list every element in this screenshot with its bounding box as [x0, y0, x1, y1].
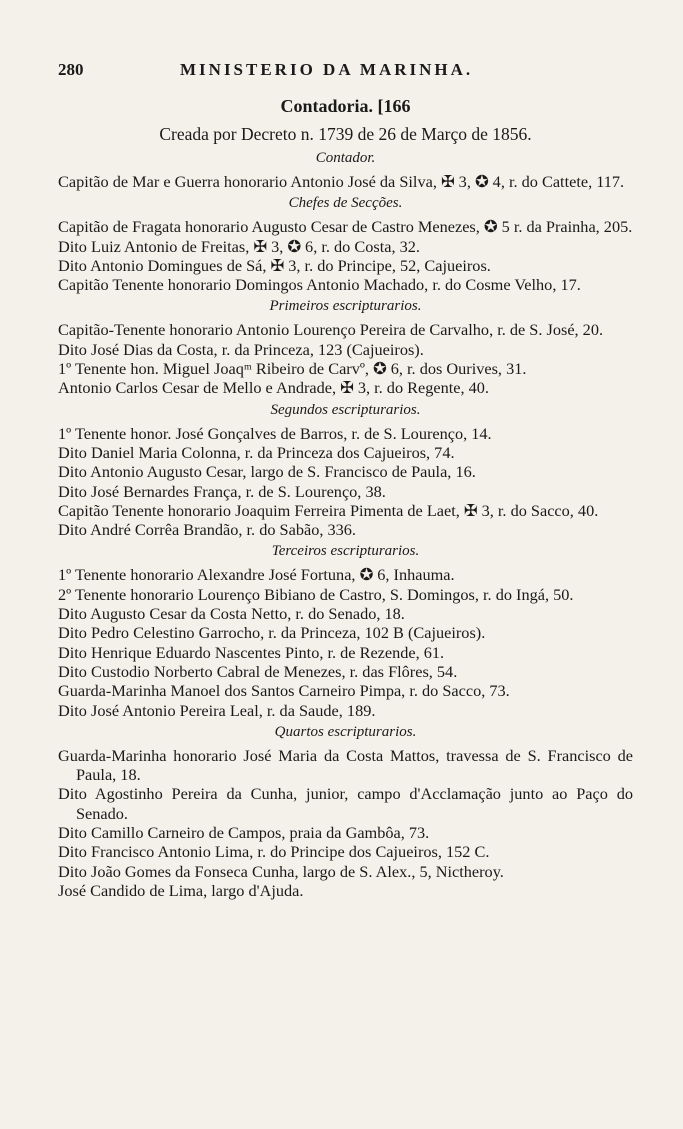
staff-entry: Dito José Antonio Pereira Leal, r. da Saude, 189. [58, 700, 376, 720]
page-number: 280 [58, 60, 84, 79]
staff-entry: Dito Luiz Antonio de Freitas, ✠ 3, ✪ 6, r. do Costa, 32. [58, 236, 420, 256]
staff-entry: Dito Antonio Augusto Cesar, largo de S. Francisco de Paula, 16. [58, 462, 476, 482]
group-spacer [58, 398, 633, 401]
staff-entry: Dito Agostinho Pereira da Cunha, junior, campo d'Acclamação junto ao Paço do Senado. [58, 784, 633, 823]
staff-entry: Capitão-Tenente honorario Antonio Lourenço Pereira de Carvalho, r. de S. José, 20. [58, 320, 604, 340]
staff-entry: Capitão Tenente honorario Joaquim Ferreira Pimenta de Laet, ✠ 3, r. do Sacco, 40. [58, 500, 599, 520]
staff-entry: Dito Henrique Eduardo Nascentes Pinto, r. de Rezende, 61. [58, 642, 445, 662]
staff-entry: Dito Camillo Carneiro de Campos, praia da Gambôa, 73. [58, 823, 430, 843]
staff-entry: Dito Augusto Cesar da Costa Netto, r. do Senado, 18. [58, 604, 405, 624]
group-spacer [58, 720, 633, 723]
staff-entry: 2º Tenente honorario Lourenço Bibiano de Castro, S. Domingos, r. do Ingá, 50. [58, 584, 574, 604]
staff-entry: Dito José Dias da Costa, r. da Princeza, 123 (Cajueiros). [58, 339, 424, 359]
section-title: Contadoria. [166 [280, 96, 411, 116]
staff-entry: Capitão de Mar e Guerra honorario Antonio José da Silva, ✠ 3, ✪ 4, r. do Cattete, 117. [58, 172, 625, 191]
staff-entry: Dito Custodio Norberto Cabral de Menezes, r. das Flôres, 54. [58, 661, 458, 681]
staff-entry: 1º Tenente honor. José Gonçalves de Barros, r. de S. Lourenço, 14. [58, 423, 492, 443]
staff-entry: Dito Antonio Domingues de Sá, ✠ 3, r. do Principe, 52, Cajueiros. [58, 255, 491, 275]
running-title: MINISTERIO DA MARINHA. [180, 60, 474, 79]
staff-entry: Dito André Corrêa Brandão, r. do Sabão, 336. [58, 520, 356, 540]
group-spacer [58, 900, 633, 903]
group-heading: Quartos escripturarios. [274, 723, 417, 740]
staff-entry: 1º Tenente honorario Alexandre José Fortuna, ✪ 6, Inhauma. [58, 565, 455, 585]
staff-listing [58, 150, 633, 903]
staff-entry: Guarda-Marinha honorario José Maria da Costa Mattos, travessa de S. Francisco de Paula, 18. [58, 745, 633, 785]
staff-entry: José Candido de Lima, largo d'Ajuda. [58, 880, 304, 900]
page-header [58, 60, 633, 86]
staff-entry: Dito Daniel Maria Colonna, r. da Princeza dos Cajueiros, 74. [58, 442, 455, 462]
group-heading: Chefes de Secções. [288, 195, 403, 212]
group-spacer [58, 539, 633, 542]
staff-entry: Antonio Carlos Cesar de Mello e Andrade, ✠ 3, r. do Regente, 40. [58, 378, 489, 398]
group-heading: Segundos escripturarios. [270, 401, 421, 418]
staff-entry: Dito João Gomes da Fonseca Cunha, largo de S. Alex., 5, Nictheroy. [58, 861, 504, 881]
group-spacer [58, 294, 633, 297]
group-heading: Primeiros escripturarios. [269, 298, 422, 315]
group-spacer [58, 191, 633, 194]
staff-entry: Dito Pedro Celestino Garrocho, r. da Princeza, 102 B (Cajueiros). [58, 623, 486, 643]
staff-entry: Capitão de Fragata honorario Augusto Cesar de Castro Menezes, ✪ 5 r. da Prainha, 205. [58, 217, 633, 237]
staff-entry: Guarda-Marinha Manoel dos Santos Carneiro Pimpa, r. do Sacco, 73. [58, 681, 510, 701]
creation-decree: Creada por Decreto n. 1739 de 26 de Março de 1856. [159, 124, 532, 144]
staff-entry: Dito José Bernardes França, r. de S. Lourenço, 38. [58, 481, 386, 501]
group-heading: Terceiros escripturarios. [271, 543, 420, 560]
staff-entry: Dito Francisco Antonio Lima, r. do Principe dos Cajueiros, 152 C. [58, 842, 490, 862]
staff-entry: 1º Tenente hon. Miguel Joaqᵐ Ribeiro de Carvº, ✪ 6, r. dos Ourives, 31. [58, 359, 527, 379]
staff-entry: Capitão Tenente honorario Domingos Antonio Machado, r. do Cosme Velho, 17. [58, 275, 581, 295]
group-heading: Contador. [315, 150, 376, 166]
